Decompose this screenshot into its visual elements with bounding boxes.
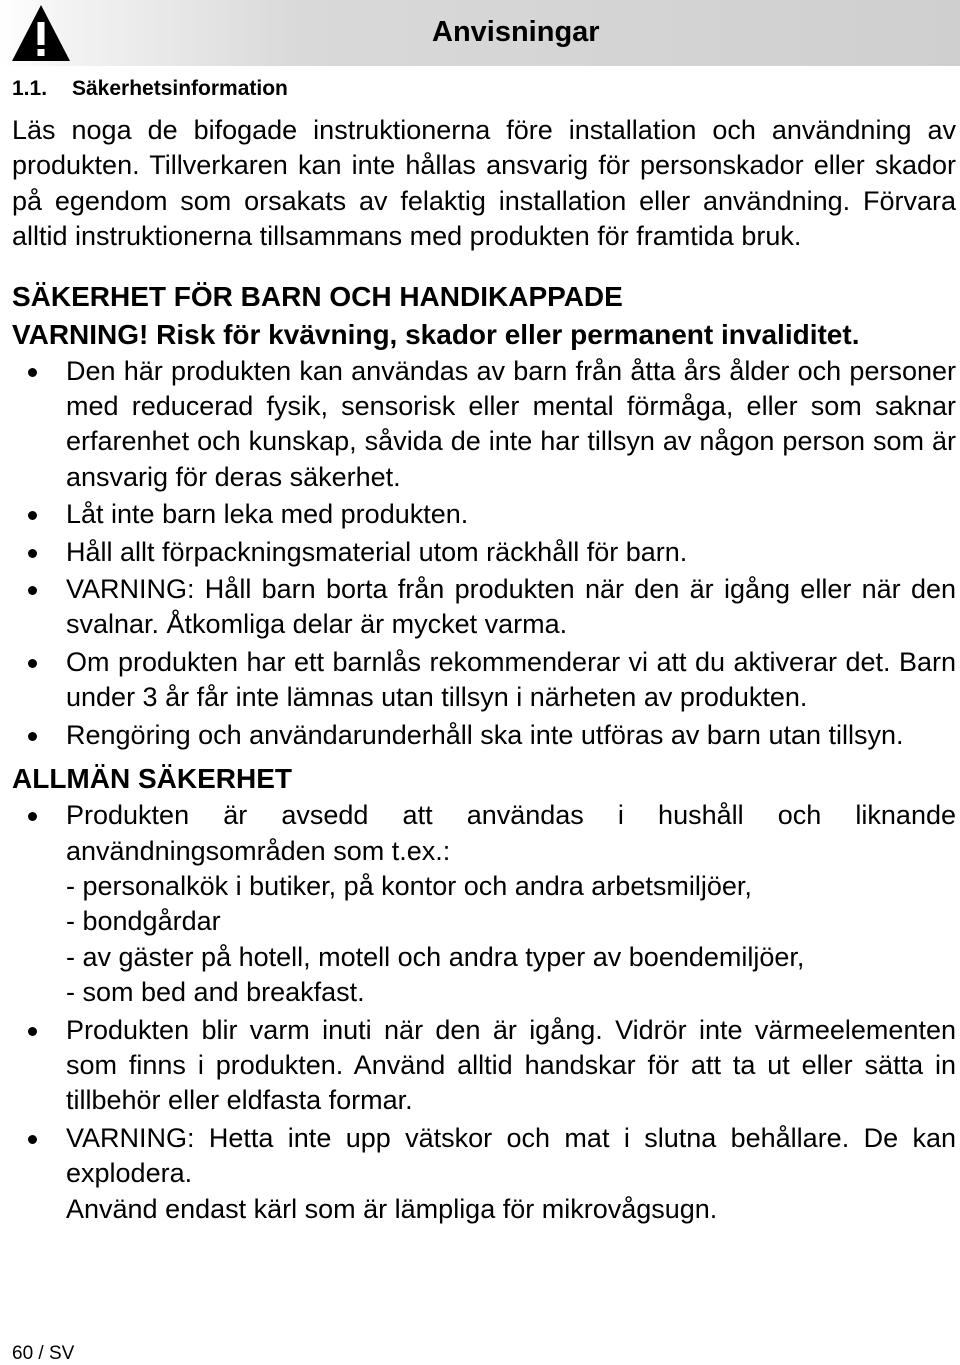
sub-item: - som bed and breakfast. (66, 977, 365, 1008)
bullet-icon (28, 586, 37, 595)
list-item: VARNING: Hetta inte upp vätskor och mat i slutna behållare. De kan explodera. Använd endast kärl som är lämpliga för mikrovågsugn. (12, 1121, 956, 1227)
list-item: Om produkten har ett barnlås rekommenderar vi att du aktiverar det. Barn under 3 år får inte lämnas utan tillsyn i närheten av produkten. (12, 645, 956, 716)
warning-icon (10, 2, 72, 64)
list-item: VARNING: Håll barn borta från produkten när den är igång eller när den svalnar. Åtkomliga delar är mycket varma. (12, 572, 956, 643)
page-title: Anvisningar (432, 16, 600, 48)
list-item: Rengöring och användarunderhåll ska inte utföras av barn utan tillsyn. (12, 718, 956, 753)
section-title: Säkerhetsinformation (72, 77, 288, 100)
sub-item: Använd endast kärl som är lämpliga för mikrovågsugn. (66, 1193, 718, 1224)
child-safety-warning: VARNING! Risk för kvävning, skador eller permanent invaliditet. (12, 318, 860, 350)
list-item: Produkten är avsedd att användas i hushåll och liknande användningsområden som t.ex.: - personalkök i butiker, på kontor och andra arbetsmiljöer, - bondgårdar - av gäster på hotell, motell och andra typer av boendemiljöer, - som bed and breakfast. (12, 798, 956, 1010)
child-safety-list (12, 354, 956, 753)
sub-item: - personalkök i butiker, på kontor och andra arbetsmiljöer, (66, 870, 752, 901)
bullet-icon (28, 511, 37, 520)
list-item: Håll allt förpackningsmaterial utom räckhåll för barn. (12, 535, 956, 570)
intro-paragraph: Läs noga de bifogade instruktionerna före installation och användning av produkten. Tillverkaren kan inte hållas ansvarig för personskador eller skador på egendom som orsakats av felaktig installation eller användning. Förvara alltid instruktionerna tillsammans med produkten för framtida bruk. (12, 115, 956, 252)
list-item: Låt inte barn leka med produkten. (12, 497, 956, 532)
bullet-icon (28, 1135, 37, 1144)
list-item: Produkten blir varm inuti när den är igång. Vidrör inte värmeelementen som finns i produkten. Använd alltid handskar för att ta ut eller sätta in tillbehör eller eldfasta formar. (12, 1013, 956, 1119)
list-item: Den här produkten kan användas av barn från åtta års ålder och personer med reducerad fysik, sensorisk eller mental förmåga, eller som saknar erfarenhet och kunskap, såvida de inte har tillsyn av någon person som är ansvarig för deras säkerhet. (12, 354, 956, 496)
general-safety-heading: ALLMÄN SÄKERHET (12, 763, 292, 795)
bullet-icon (28, 1027, 37, 1036)
child-safety-heading: SÄKERHET FÖR BARN OCH HANDIKAPPADE (12, 280, 623, 312)
bullet-icon (28, 368, 37, 377)
page-number: 60 / SV (12, 1343, 75, 1364)
bullet-icon (28, 812, 37, 821)
sub-item: - bondgårdar (66, 906, 221, 937)
document-body (12, 113, 956, 1229)
section-number: 1.1. (12, 77, 48, 100)
sub-item: - av gäster på hotell, motell och andra typer av boendemiljöer, (66, 941, 805, 972)
bullet-icon (28, 732, 37, 741)
bullet-icon (28, 549, 37, 558)
bullet-icon (28, 659, 37, 668)
general-safety-list (12, 798, 956, 1227)
